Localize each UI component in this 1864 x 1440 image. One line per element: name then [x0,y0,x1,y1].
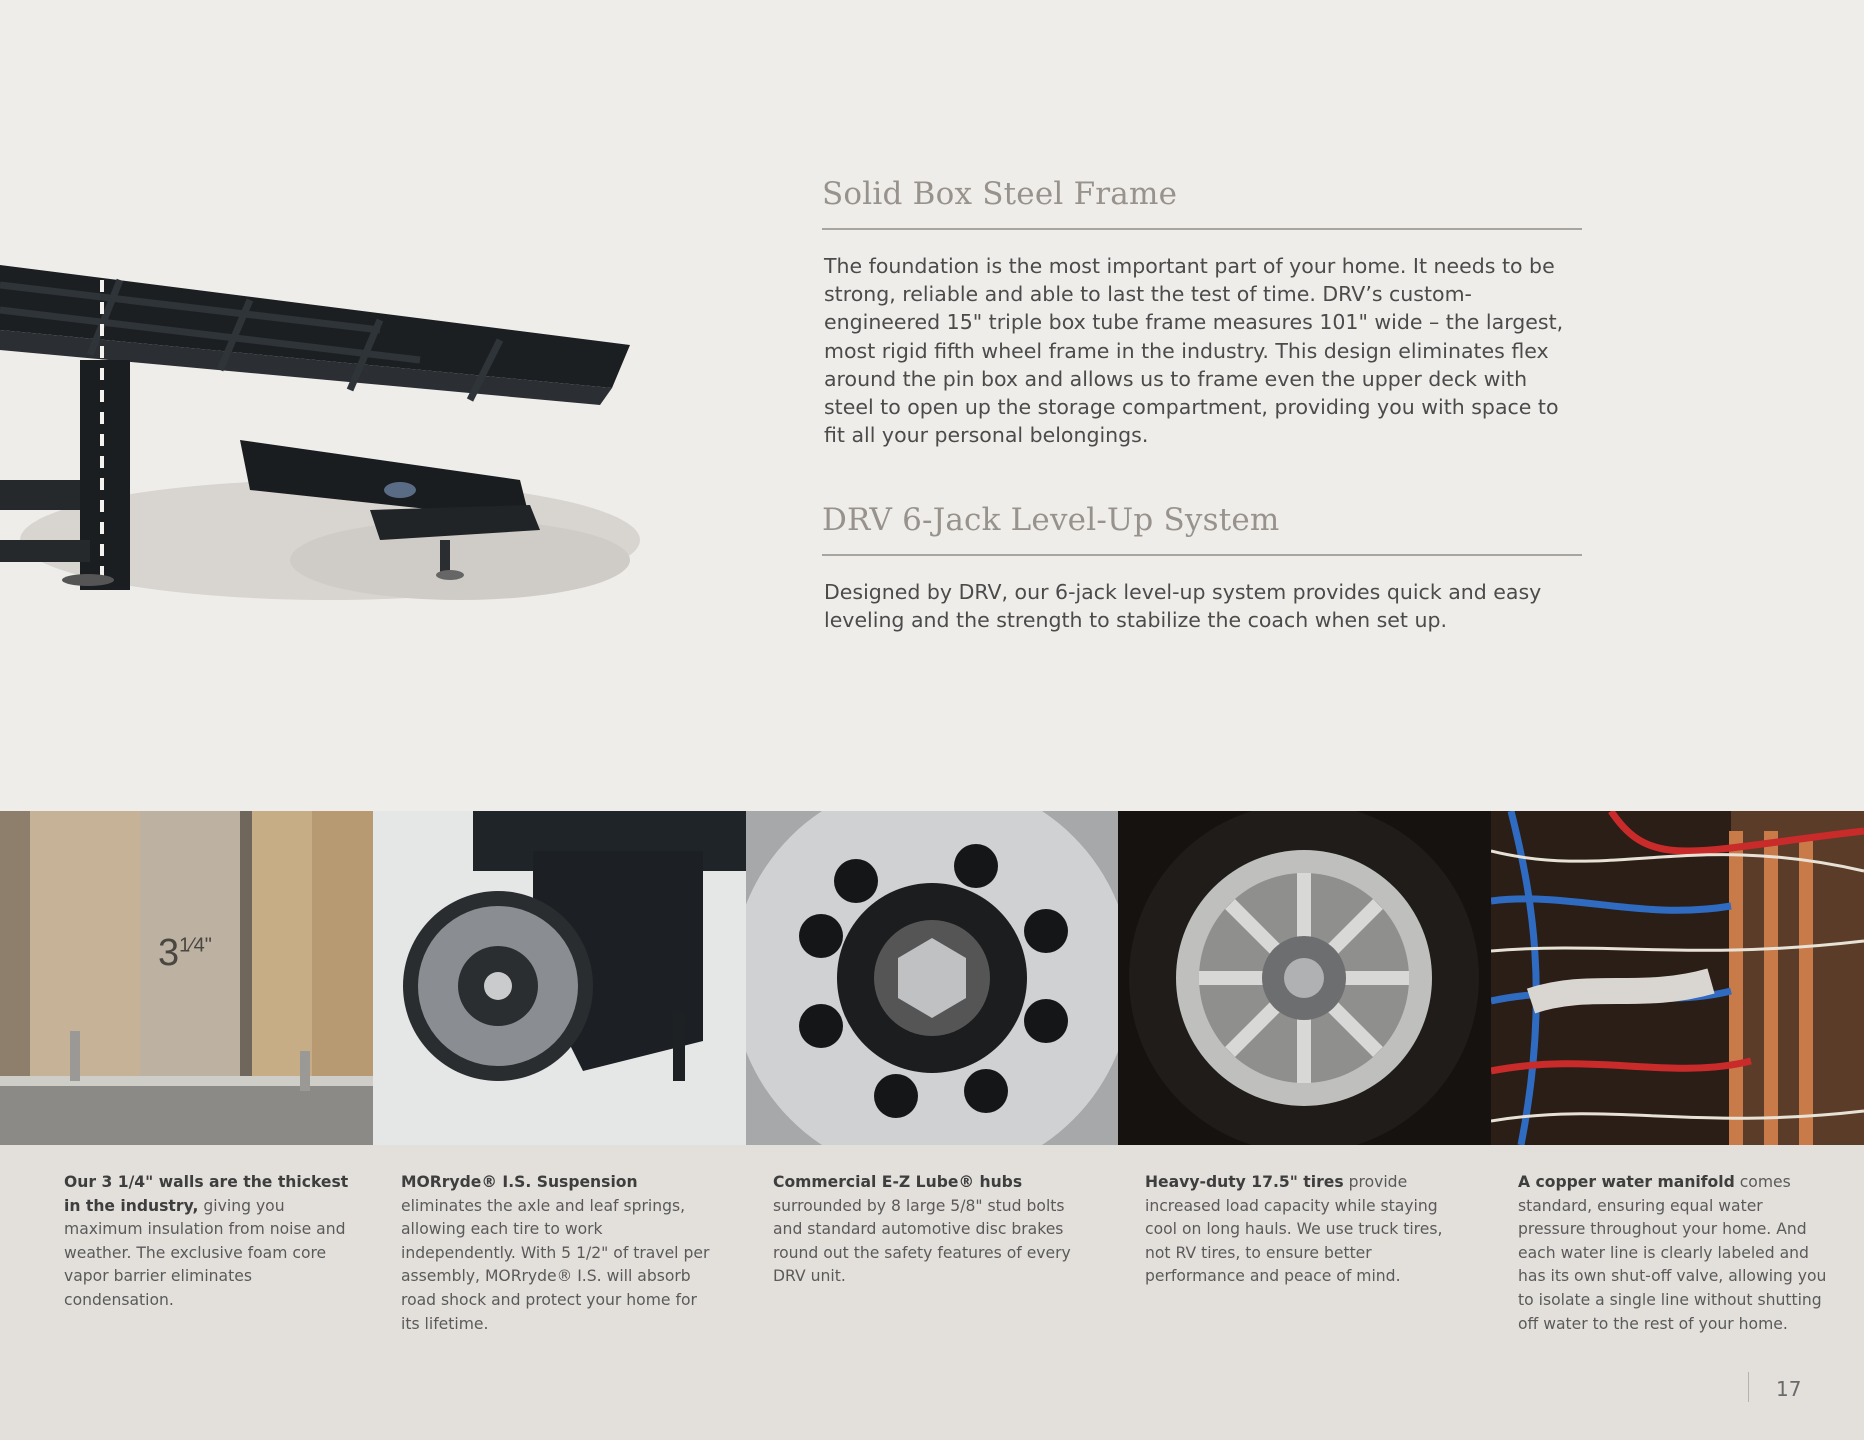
photo-strip [0,811,1864,1145]
caption-text: giving you maximum insulation from noise and weather. The exclusive foam core vapor barrier eliminates condensation. [64,1196,346,1309]
wall-thickness-label [158,932,212,975]
wall-cross-section-photo [0,811,373,1145]
caption-text: provide increased load capacity while staying cool on long hauls. We use truck tires, not RV tires, to ensure better performance and peace of mind. [1145,1173,1443,1286]
caption-lead: Our 3 1/4" walls are the thickest in the industry, [64,1173,349,1215]
section-body: Designed by DRV, our 6-jack level-up system provides quick and easy leveling and the strength to stabilize the coach when set up. [824,580,1542,633]
section-title: DRV 6-Jack Level-Up System [822,502,1280,538]
wall-label-fraction: 1⁄4" [179,934,212,957]
tire-photo [1118,811,1491,1145]
water-manifold-photo [1491,811,1864,1145]
caption-suspension [401,1171,711,1336]
caption-walls [64,1171,364,1313]
wall-label-main: 3 [158,932,180,974]
section-body: The foundation is the most important part of your home. It needs to be strong, reliable and able to last the test of time. DRV’s custom-engineered 15" triple box tube frame measures 101" wide – the largest, most rigid fifth wheel frame in the industry. This design eliminates flex around the pin box and allows us to frame even the upper deck with steel to open up the storage compartment, providing you with space to fit all your personal belongings. [824,254,1564,448]
caption-text: comes standard, ensuring equal water pressure throughout your home. And each water line is clearly labeled and has its own shut-off valve, allowing you to isolate a single line without shutting off water to the rest of your home. [1518,1173,1827,1333]
page-number-divider [1748,1372,1749,1402]
section-divider [822,228,1582,230]
caption-lead: MORryde® I.S. Suspension [401,1173,638,1191]
section-divider [822,554,1582,556]
section-level-up-system [822,502,1582,634]
steel-frame-image [0,240,660,670]
suspension-photo [373,811,746,1145]
hub-photo [746,811,1119,1145]
caption-text: surrounded by 8 large 5/8" stud bolts and standard automotive disc brakes round out the safety features of every DRV unit. [773,1196,1071,1286]
caption-water-manifold [1518,1171,1828,1336]
section-steel-frame [822,176,1582,449]
caption-lead: Heavy-duty 17.5" tires [1145,1173,1344,1191]
caption-text: eliminates the axle and leaf springs, allowing each tire to work independently. With 5 1/2" of travel per assembly, MORryde® I.S. will absorb road shock and protect your home for its lifetime. [401,1196,710,1333]
caption-hubs [773,1171,1083,1289]
caption-tires [1145,1171,1455,1289]
caption-lead: A copper water manifold [1518,1173,1735,1191]
caption-lead: Commercial E-Z Lube® hubs [773,1173,1023,1191]
section-title: Solid Box Steel Frame [822,176,1178,212]
page-number: 17 [1776,1377,1802,1401]
